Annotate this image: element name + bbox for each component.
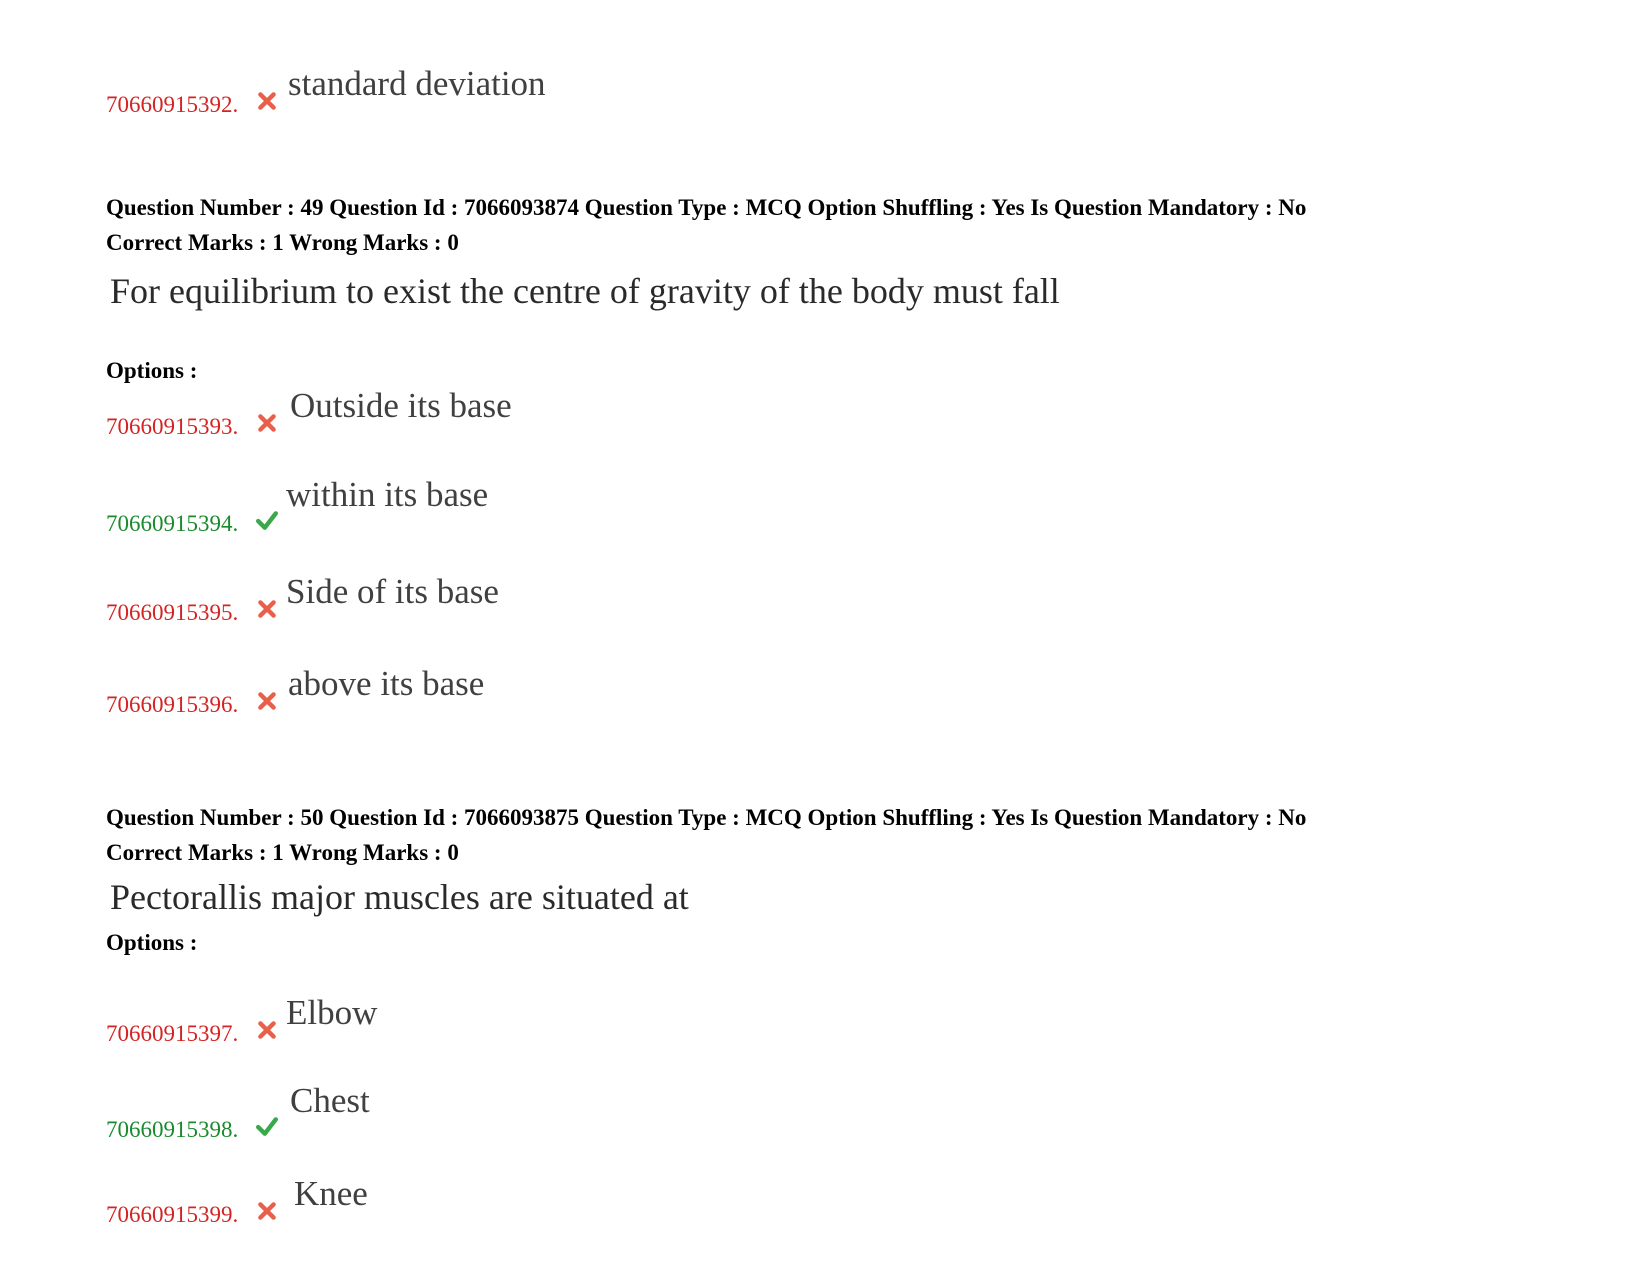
check-icon <box>256 509 278 531</box>
option-text: Outside its base <box>290 386 512 425</box>
option-text: above its base <box>288 664 485 703</box>
option-id: 70660915392. <box>106 92 239 117</box>
marks-line: Correct Marks : 1 Wrong Marks : 0 <box>106 840 459 865</box>
option-text: Side of its base <box>286 572 499 611</box>
option-text: standard deviation <box>288 64 546 103</box>
marks-line: Correct Marks : 1 Wrong Marks : 0 <box>106 230 459 255</box>
question-meta-line: Question Number : 49 Question Id : 7066093874 Question Type : MCQ Option Shuffling : Yes Is Question Mandatory : No <box>106 195 1307 220</box>
cross-icon <box>256 690 278 712</box>
question-text: Pectorallis major muscles are situated at <box>110 877 689 917</box>
question-text: For equilibrium to exist the centre of gravity of the body must fall <box>110 271 1060 311</box>
cross-icon <box>256 90 278 112</box>
question-meta-line: Question Number : 50 Question Id : 7066093875 Question Type : MCQ Option Shuffling : Yes Is Question Mandatory : No <box>106 805 1307 830</box>
option-id: 70660915397. <box>106 1021 239 1046</box>
option-id: 70660915394. <box>106 511 239 536</box>
question-meta <box>106 190 1306 260</box>
option-text: within its base <box>286 475 489 514</box>
options-label: Options : <box>106 930 198 955</box>
option-id: 70660915399. <box>106 1202 239 1227</box>
question-meta <box>106 800 1306 870</box>
option-id: 70660915393. <box>106 414 239 439</box>
option-text: Elbow <box>286 993 378 1032</box>
option-text: Knee <box>294 1174 368 1213</box>
option-id: 70660915398. <box>106 1117 239 1142</box>
cross-icon <box>256 1019 278 1041</box>
cross-icon <box>256 1200 278 1222</box>
cross-icon <box>256 598 278 620</box>
option-id: 70660915396. <box>106 692 239 717</box>
option-id: 70660915395. <box>106 600 239 625</box>
options-label: Options : <box>106 358 198 383</box>
option-text: Chest <box>290 1081 370 1120</box>
check-icon <box>256 1115 278 1137</box>
cross-icon <box>256 412 278 434</box>
